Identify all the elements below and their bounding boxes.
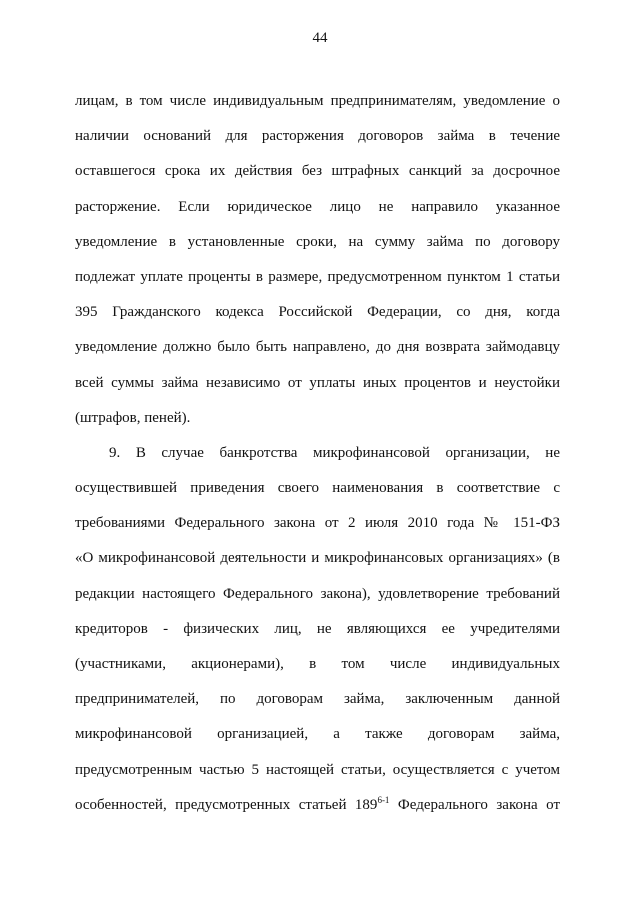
text-line: (штрафов, пеней). — [75, 409, 191, 426]
paragraph — [75, 436, 560, 823]
text-line: уведомление должно было быть направлено, до дня возврата займодавцу — [75, 339, 560, 356]
text-line: осуществившей приведения своего наименования в соответствие с — [75, 480, 560, 497]
text-line: кредиторов - физических лиц, не являющихся ее учредителями — [75, 620, 560, 637]
document-body — [75, 84, 560, 823]
text-line: 9. В случае банкротства микрофинансовой организации, не — [109, 444, 560, 461]
text-line: уведомление в установленные сроки, на сумму займа по договору — [75, 233, 560, 250]
text-line: (участниками, акционерами), в том числе индивидуальных — [75, 656, 560, 672]
text-line: «О микрофинансовой деятельности и микрофинансовых организациях» (в — [75, 550, 560, 567]
text-line: предусмотренным частью 5 настоящей статьи, осуществляется с учетом — [75, 761, 560, 778]
text-line: требованиями Федерального закона от 2 июля 2010 года № 151-ФЗ — [75, 515, 560, 532]
text-segment: Федерального закона от — [389, 796, 560, 813]
text-line: микрофинансовой организацией, а также договорам займа, — [75, 726, 560, 743]
superscript: 6-1 — [377, 794, 390, 805]
text-line: редакции настоящего Федерального закона), удовлетворение требований — [75, 585, 560, 602]
text-line: лицам, в том числе индивидуальным предпринимателям, уведомление о — [75, 93, 560, 109]
text-line: оставшегося срока их действия без штрафных санкций за досрочное — [75, 163, 560, 180]
text-line: 395 Гражданского кодекса Российской Федерации, со дня, когда — [75, 304, 560, 321]
text-line: всей суммы займа независимо от уплаты иных процентов и неустойки — [75, 374, 560, 391]
text-line — [75, 788, 560, 823]
text-line: расторжение. Если юридическое лицо не направило указанное — [75, 198, 560, 215]
text-line: предпринимателей, по договорам займа, заключенным данной — [75, 691, 560, 708]
text-line: подлежат уплате проценты в размере, предусмотренном пунктом 1 статьи — [75, 268, 560, 285]
text-segment: особенностей, предусмотренных статьей 189 — [75, 796, 378, 813]
paragraph — [75, 84, 560, 436]
page-number: 44 — [312, 30, 328, 46]
text-line: наличии оснований для расторжения договоров займа в течение — [75, 128, 560, 145]
